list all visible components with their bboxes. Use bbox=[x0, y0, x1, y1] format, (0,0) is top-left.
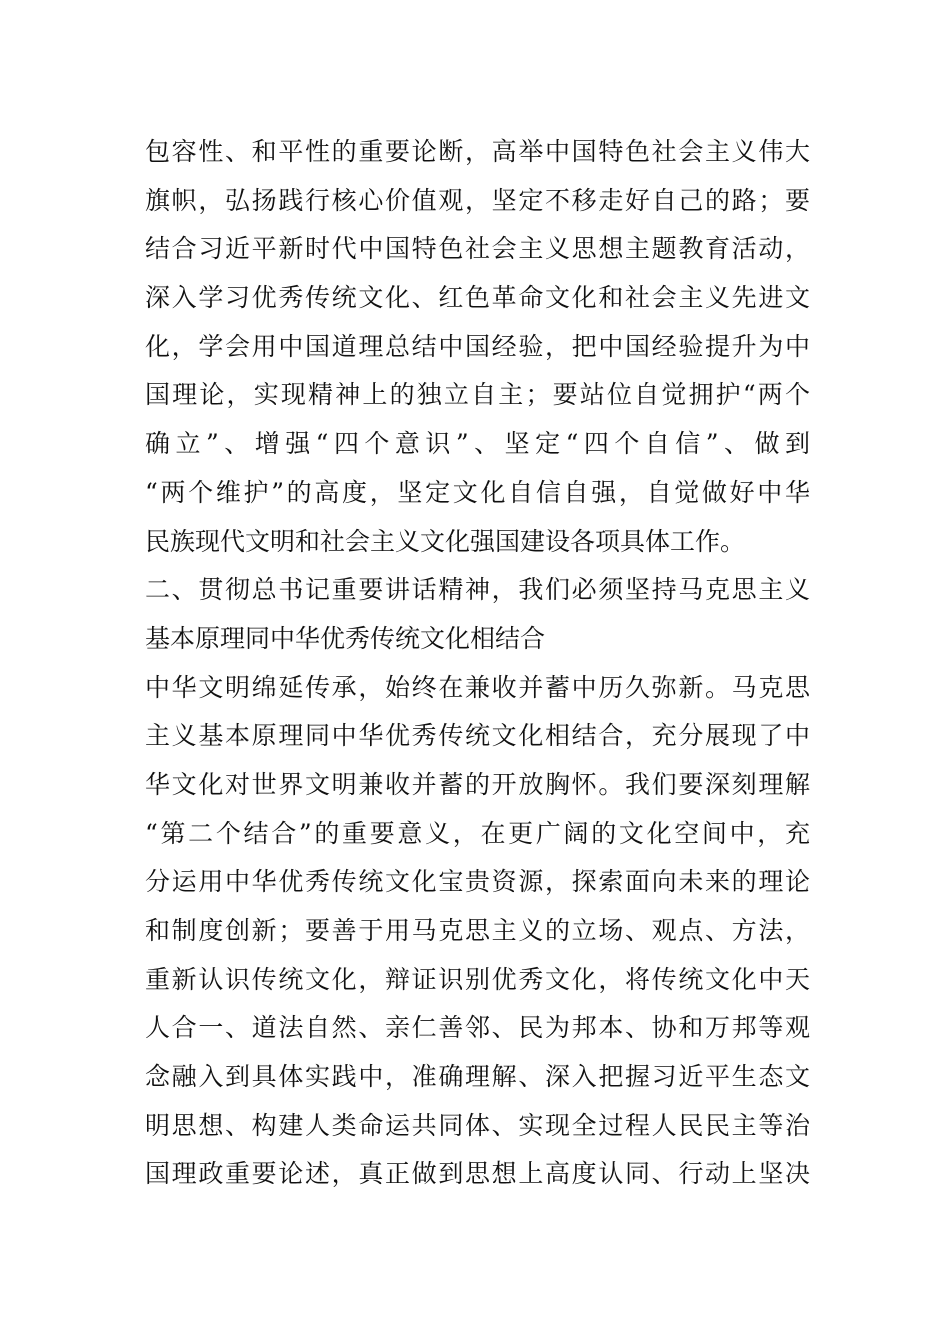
text-line: “两个维护”的高度，坚定文化自信自强，自觉做好中华 bbox=[145, 477, 810, 507]
text-line: 人合一、道法自然、亲仁善邻、民为邦本、协和万邦等观 bbox=[145, 1013, 810, 1043]
text-line: 念融入到具体实践中，准确理解、深入把握习近平生态文 bbox=[145, 1062, 810, 1092]
text-line: 重新认识传统文化，辩证识别优秀文化，将传统文化中天 bbox=[145, 964, 810, 994]
section-heading-line: 二、贯彻总书记重要讲话精神，我们必须坚持马克思主义 bbox=[145, 575, 810, 605]
text-line: 华文化对世界文明兼收并蓄的开放胸怀。我们要深刻理解 bbox=[145, 769, 810, 799]
text-line: “第二个结合”的重要意义，在更广阔的文化空间中，充 bbox=[145, 818, 810, 848]
text-line: 民族现代文明和社会主义文化强国建设各项具体工作。 bbox=[145, 526, 746, 556]
text-line: 包容性、和平性的重要论断，高举中国特色社会主义伟大 bbox=[145, 137, 810, 166]
text-line: 结合习近平新时代中国特色社会主义思想主题教育活动， bbox=[145, 234, 810, 264]
section-heading-line: 基本原理同中华优秀传统文化相结合 bbox=[145, 623, 546, 653]
text-line: 旗帜，弘扬践行核心价值观，坚定不移走好自己的路；要 bbox=[145, 185, 810, 215]
text-line: 和制度创新；要善于用马克思主义的立场、观点、方法， bbox=[145, 916, 810, 945]
text-line: 国理政重要论述，真正做到思想上高度认同、行动上坚决 bbox=[145, 1159, 810, 1189]
body-text bbox=[145, 128, 810, 1199]
text-line: 分运用中华优秀传统文化宝贵资源，探索面向未来的理论 bbox=[145, 867, 810, 897]
text-line: 明思想、构建人类命运共同体、实现全过程人民民主等治 bbox=[145, 1110, 810, 1140]
text-line: 深入学习优秀传统文化、红色革命文化和社会主义先进文 bbox=[145, 283, 810, 313]
text-line: 主义基本原理同中华优秀传统文化相结合，充分展现了中 bbox=[145, 721, 810, 751]
text-line: 国理论，实现精神上的独立自主；要站位自觉拥护“两个 bbox=[145, 380, 810, 410]
text-line: 化，学会用中国道理总结中国经验，把中国经验提升为中 bbox=[145, 331, 810, 361]
text-line: 中华文明绵延传承，始终在兼收并蓄中历久弥新。马克思 bbox=[145, 672, 810, 702]
text-line: 确立”、增强“四个意识”、坚定“四个自信”、做到 bbox=[145, 429, 810, 459]
